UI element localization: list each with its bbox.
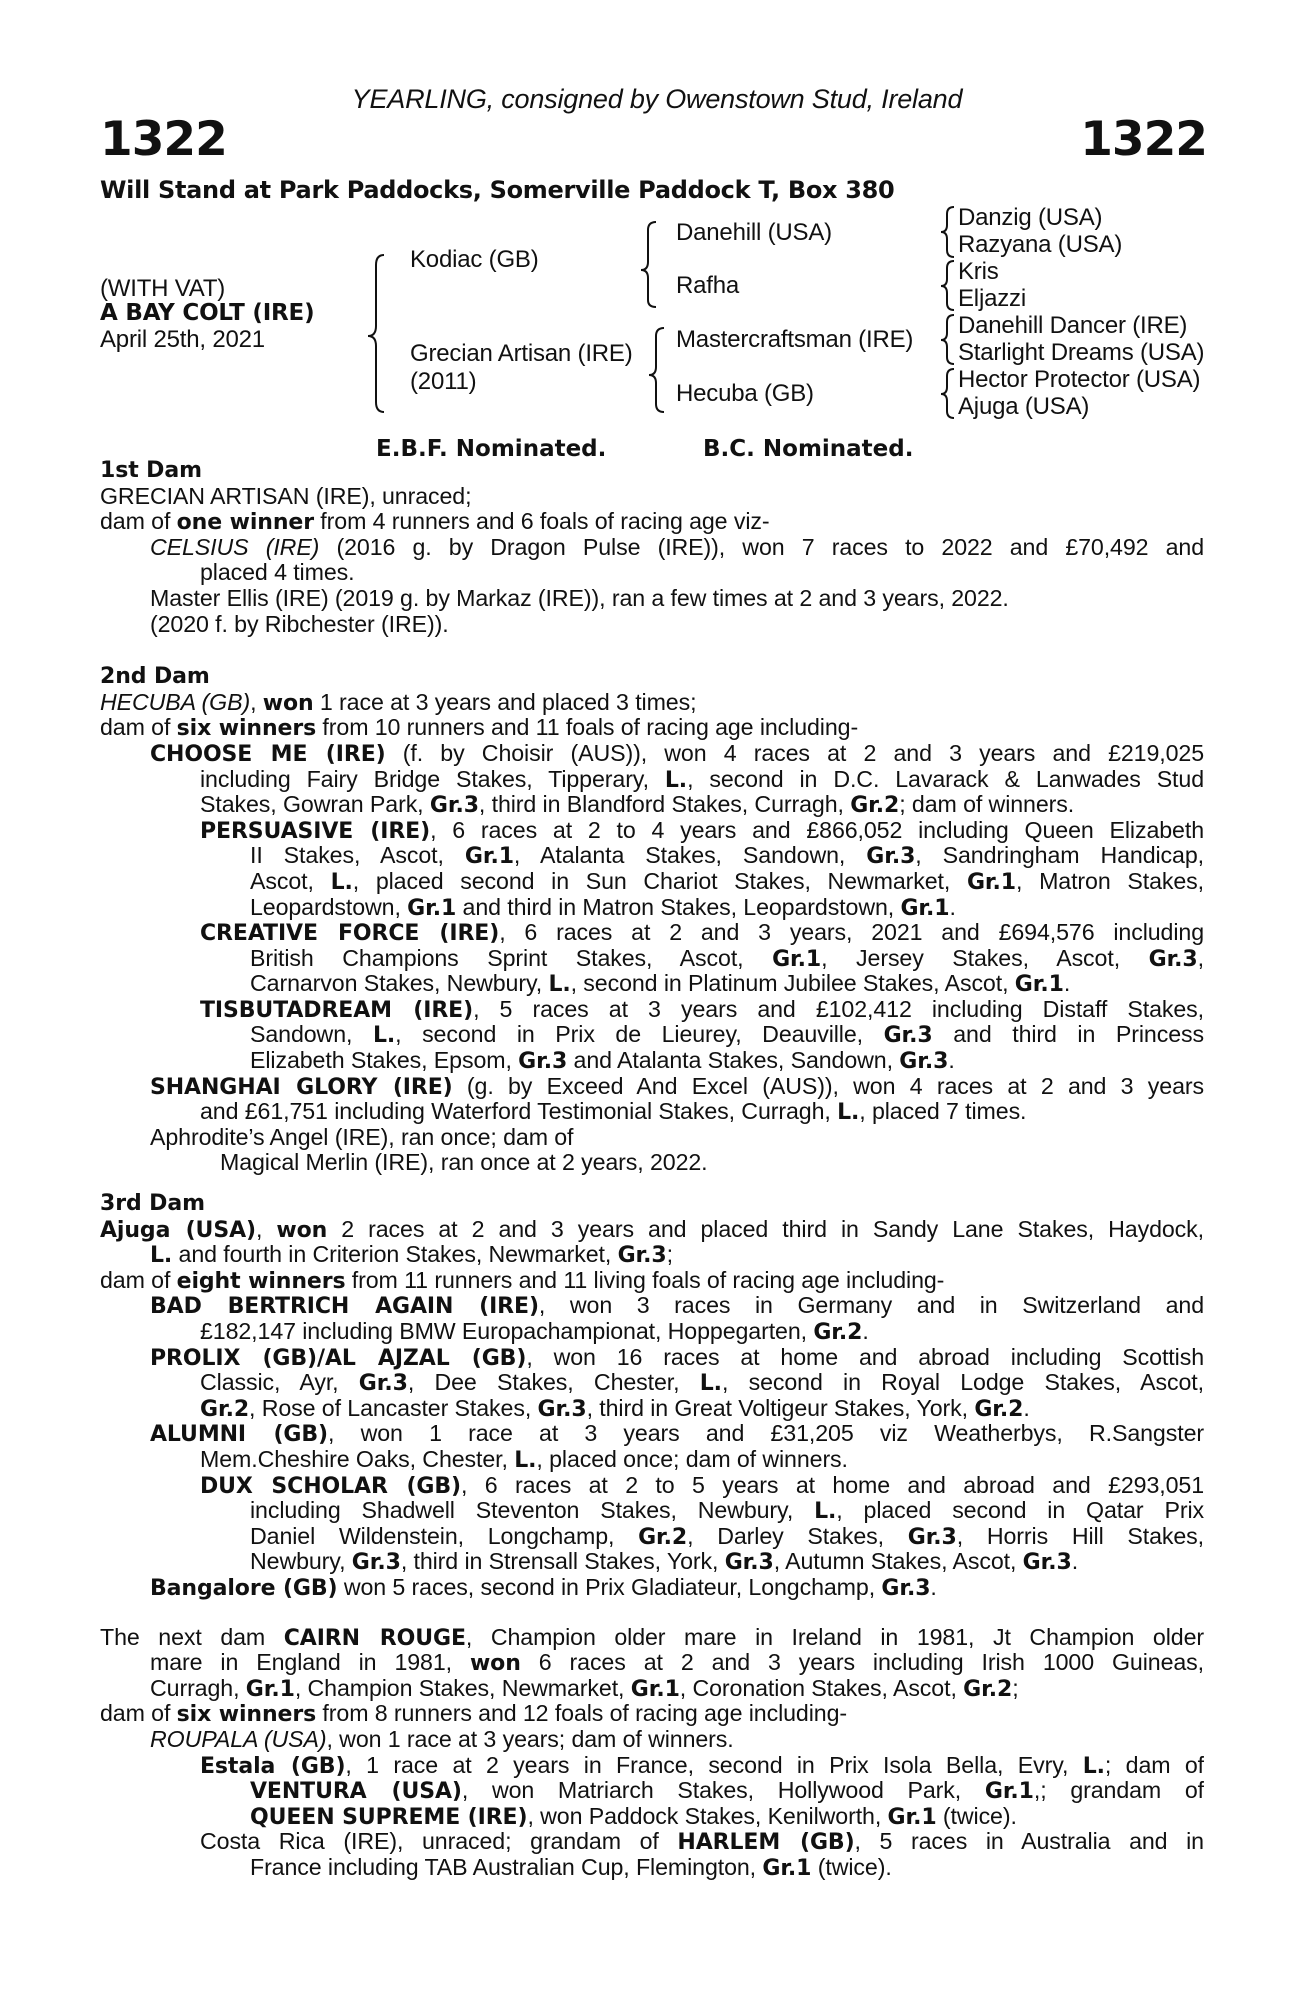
first-dam-line: placed 4 times. xyxy=(200,559,355,586)
vat-note: (WITH VAT) xyxy=(100,275,226,302)
pedigree-table xyxy=(0,0,1314,460)
next-dam-line: QUEEN SUPREME (IRE), won Paddock Stakes, Kenilworth, Gr.1 (twice). xyxy=(250,1802,1017,1830)
second-dam-line: Magical Merlin (IRE), ran once at 2 years, 2022. xyxy=(220,1149,708,1176)
lot-number-left: 1322 xyxy=(100,112,227,167)
first-dam-line: GRECIAN ARTISAN (IRE), unraced; xyxy=(100,482,472,509)
third-dam-line: Classic, Ayr, Gr.3, Dee Stakes, Chester, L., second in Royal Lodge Stakes, Ascot, xyxy=(200,1370,1204,1396)
second-dam-line: CHOOSE ME (IRE) (f. by Choisir (AUS)), won 4 races at 2 and 3 years and £219,025 xyxy=(150,740,1204,767)
second-dam-line: and £61,751 including Waterford Testimonial Stakes, Curragh, L., placed 7 times. xyxy=(200,1098,1027,1126)
second-dam-line: Carnarvon Stakes, Newbury, L., second in Platinum Jubilee Stakes, Ascot, Gr.1. xyxy=(250,970,1071,998)
second-dam-line: Ascot, L., placed second in Sun Chariot Stakes, Newmarket, Gr.1, Matron Stakes, xyxy=(250,868,1204,895)
ancestor-1: Danzig (USA) xyxy=(958,204,1103,231)
lot-number-right: 1322 xyxy=(1080,112,1207,167)
third-dam-line: L. and fourth in Criterion Stakes, Newmarket, Gr.3; xyxy=(150,1241,673,1269)
third-dam-line: Newbury, Gr.3, third in Strensall Stakes, York, Gr.3, Autumn Stakes, Ascot, Gr.3. xyxy=(250,1548,1079,1576)
spacer xyxy=(100,1601,1204,1625)
first-dam-heading: 1st Dam xyxy=(100,458,202,483)
next-dam-line: mare in England in 1981, won 6 races at 2 and 3 years including Irish 1000 Guineas, xyxy=(150,1650,1204,1676)
second-dam-line: Stakes, Gowran Park, Gr.3, third in Blandford Stakes, Curragh, Gr.2; dam of winners. xyxy=(200,791,1075,819)
next-dam-line: France including TAB Australian Cup, Flemington, Gr.1 (twice). xyxy=(250,1853,892,1881)
dam-sire: Mastercraftsman (IRE) xyxy=(676,326,914,353)
ancestor-2: Razyana (USA) xyxy=(958,231,1123,258)
third-dam-line: Ajuga (USA), won 2 races at 2 and 3 years and placed third in Sandy Lane Stakes, Haydock, xyxy=(100,1216,1204,1243)
second-dam-line: Sandown, L., second in Prix de Lieurey, Deauville, Gr.3 and third in Princess xyxy=(250,1022,1204,1049)
next-dam-line: ROUPALA (USA), won 1 race at 3 years; dam of winners. xyxy=(150,1725,734,1752)
first-dam-line: Master Ellis (IRE) (2019 g. by Markaz (IRE)), ran a few times at 2 and 3 years, 2022. xyxy=(150,584,1009,611)
second-dam-line: PERSUASIVE (IRE), 6 races at 2 to 4 years and £866,052 including Queen Elizabeth xyxy=(200,817,1204,844)
ancestor-4: Eljazzi xyxy=(958,285,1026,312)
third-dam-line: Mem.Cheshire Oaks, Chester, L., placed once; dam of winners. xyxy=(200,1445,848,1473)
brace-rafha xyxy=(941,261,954,310)
bc-nomination: B.C. Nominated. xyxy=(703,436,914,462)
second-dam-line: Elizabeth Stakes, Epsom, Gr.3 and Atalanta Stakes, Sandown, Gr.3. xyxy=(250,1047,955,1075)
sire-sire: Danehill (USA) xyxy=(676,219,832,246)
first-dam-line: CELSIUS (IRE) (2016 g. by Dragon Pulse (IRE)), won 7 races to 2022 and £70,492 and xyxy=(150,534,1204,560)
second-dam-line: HECUBA (GB), won 1 race at 3 years and placed 3 times; xyxy=(100,688,697,716)
first-dam-line: (2020 f. by Ribchester (IRE)). xyxy=(150,610,449,637)
second-dam-line: SHANGHAI GLORY (IRE) (g. by Exceed And Excel (AUS)), won 4 races at 2 and 3 years xyxy=(150,1073,1204,1100)
consignor-line: YEARLING, consigned by Owenstown Stud, Ireland xyxy=(351,84,963,114)
ancestor-8: Ajuga (USA) xyxy=(958,393,1090,420)
sire-name: Kodiac (GB) xyxy=(410,246,539,273)
third-dam-line: BAD BERTRICH AGAIN (IRE), won 3 races in Germany and in Switzerland and xyxy=(150,1293,1204,1319)
second-dam-line: CREATIVE FORCE (IRE), 6 races at 2 and 3 years, 2021 and £694,576 including xyxy=(200,920,1204,946)
first-dam-line: dam of one winner from 4 runners and 6 foals of racing age viz- xyxy=(100,508,770,536)
third-dam-line: Bangalore (GB) won 5 races, second in Prix Gladiateur, Longchamp, Gr.3. xyxy=(150,1573,937,1601)
next-dam-line: VENTURA (USA), won Matriarch Stakes, Hollywood Park, Gr.1,; grandam of xyxy=(250,1778,1204,1804)
third-dam-line: PROLIX (GB)/AL AJZAL (GB), won 16 races at home and abroad including Scottish xyxy=(150,1344,1204,1371)
second-dam-line: II Stakes, Ascot, Gr.1, Atalanta Stakes, Sandown, Gr.3, Sandringham Handicap, xyxy=(250,843,1204,869)
brace-main xyxy=(368,255,384,412)
second-dam-heading: 2nd Dam xyxy=(100,664,210,690)
ancestor-3: Kris xyxy=(958,258,999,285)
next-dam-line: Curragh, Gr.1, Champion Stakes, Newmarket, Gr.1, Coronation Stakes, Ascot, Gr.2; xyxy=(150,1674,1019,1702)
third-dam-line: £182,147 including BMW Europachampionat, Hoppegarten, Gr.2. xyxy=(200,1318,869,1345)
third-dam-line: Daniel Wildenstein, Longchamp, Gr.2, Darley Stakes, Gr.3, Horris Hill Stakes, xyxy=(250,1523,1204,1550)
second-dam-line: Leopardstown, Gr.1 and third in Matron Stakes, Leopardstown, Gr.1. xyxy=(250,893,956,921)
third-dam-line: dam of eight winners from 11 runners and 11 living foals of racing age including- xyxy=(100,1266,945,1294)
third-dam-line: ALUMNI (GB), won 1 race at 3 years and £31,205 viz Weatherbys, R.Sangster xyxy=(150,1421,1204,1447)
brace-dam xyxy=(649,328,664,412)
brace-sire xyxy=(641,222,656,307)
ebf-nomination: E.B.F. Nominated. xyxy=(376,436,607,462)
ancestor-5: Danehill Dancer (IRE) xyxy=(958,312,1188,339)
third-dam-line: Gr.2, Rose of Lancaster Stakes, Gr.3, third in Great Voltigeur Stakes, York, Gr.2. xyxy=(200,1394,1030,1422)
sire-dam: Rafha xyxy=(676,272,740,299)
second-dam-line: dam of six winners from 10 runners and 11 foals of racing age including- xyxy=(100,714,859,742)
brace-danehill xyxy=(941,207,954,257)
ancestor-7: Hector Protector (USA) xyxy=(958,366,1201,393)
third-dam-heading: 3rd Dam xyxy=(100,1191,205,1217)
second-dam-line: British Champions Sprint Stakes, Ascot, Gr.1, Jersey Stakes, Ascot, Gr.3, xyxy=(250,945,1204,972)
next-dam-line: dam of six winners from 8 runners and 12 foals of racing age including- xyxy=(100,1700,847,1728)
brace-mastercraftsman xyxy=(941,315,954,364)
next-dam-line: Costa Rica (IRE), unraced; grandam of HARLEM (GB), 5 races in Australia and in xyxy=(200,1829,1204,1855)
ancestor-6: Starlight Dreams (USA) xyxy=(958,339,1205,366)
dam-year: (2011) xyxy=(410,368,477,395)
stand-location: Will Stand at Park Paddocks, Somerville Paddock T, Box 380 xyxy=(100,176,895,204)
second-dam-line: TISBUTADREAM (IRE), 5 races at 3 years and £102,412 including Distaff Stakes, xyxy=(200,996,1204,1023)
second-dam-line: Aphrodite’s Angel (IRE), ran once; dam of xyxy=(150,1123,574,1150)
next-dam-line: The next dam CAIRN ROUGE, Champion older mare in Ireland in 1981, Jt Champion older xyxy=(100,1624,1204,1651)
third-dam-line: including Shadwell Steventon Stakes, Newbury, L., placed second in Qatar Prix xyxy=(250,1498,1204,1524)
pedigree-notes xyxy=(100,458,1204,1880)
second-dam-line: including Fairy Bridge Stakes, Tipperary, L., second in D.C. Lavarack & Lanwades Stud xyxy=(200,766,1204,793)
third-dam-line: DUX SCHOLAR (GB), 6 races at 2 to 5 years at home and abroad and £293,051 xyxy=(200,1472,1204,1499)
foaling-date: April 25th, 2021 xyxy=(100,326,265,353)
dam-name: Grecian Artisan (IRE) xyxy=(410,340,633,367)
dam-dam: Hecuba (GB) xyxy=(676,380,814,407)
brace-hecuba xyxy=(941,369,954,418)
lot-name: A BAY COLT (IRE) xyxy=(100,300,315,326)
next-dam-line: Estala (GB), 1 race at 2 years in France, second in Prix Isola Bella, Evry, L.; dam of xyxy=(200,1752,1204,1779)
